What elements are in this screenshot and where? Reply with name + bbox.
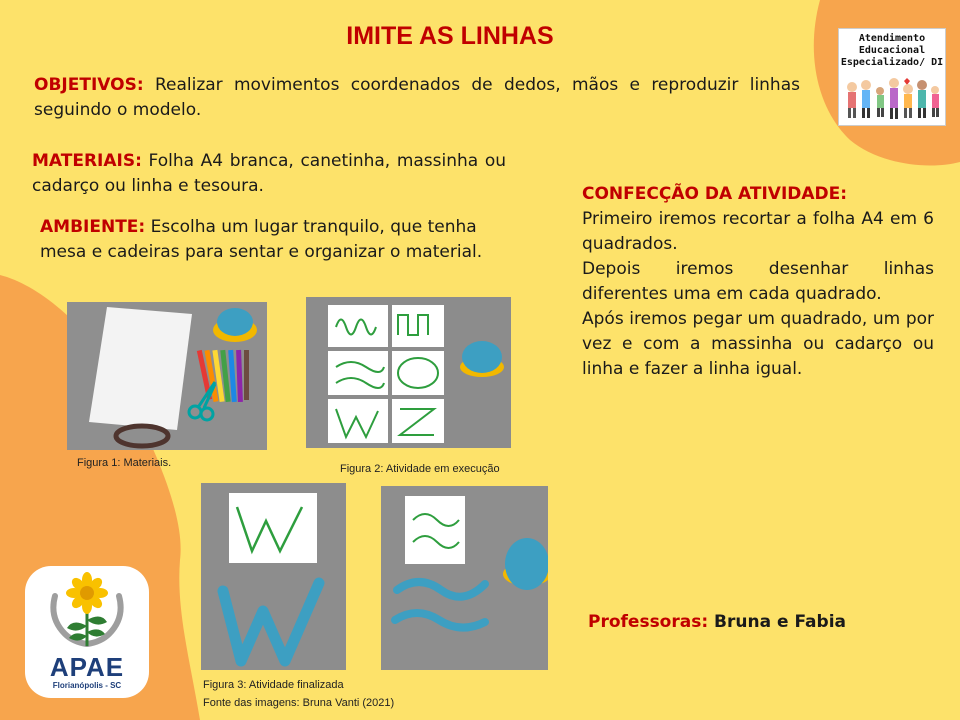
badge-line-1: Atendimento — [858, 33, 926, 44]
professoras-line — [588, 610, 928, 635]
badge-line-2: Educacional — [858, 45, 926, 56]
caption-figure-2: Figura 2: Atividade em execução — [340, 463, 500, 475]
apae-logo-name: APAE — [49, 652, 125, 682]
professoras-label: Professoras: — [588, 612, 709, 632]
caption-figure-1: Figura 1: Materiais. — [77, 457, 172, 469]
materiais-paragraph — [32, 149, 506, 199]
materiais-label: MATERIAIS: — [32, 151, 142, 171]
apae-logo — [25, 566, 149, 698]
caption-source: Fonte das imagens: Bruna Vanti (2021) — [203, 697, 395, 709]
apae-flower-hands-icon — [25, 566, 149, 654]
objetivos-label: OBJETIVOS: — [34, 75, 144, 95]
page-title: IMITE AS LINHAS — [346, 22, 554, 50]
children-illustration-icon — [842, 73, 942, 121]
ambiente-label: AMBIENTE: — [40, 217, 146, 237]
badge-line-3: Especializado/ DI — [840, 57, 944, 68]
confeccao-step-1: Primeiro iremos recortar a folha A4 em 6 quadrados. — [582, 209, 934, 254]
caption-figure-3: Figura 3: Atividade finalizada — [203, 679, 344, 691]
professoras-names: Bruna e Fabia — [708, 612, 846, 632]
objetivos-paragraph — [34, 73, 800, 123]
confeccao-section — [582, 182, 934, 382]
ambiente-paragraph — [40, 215, 506, 265]
photo-activity-finished-w — [201, 483, 346, 670]
apae-logo-city: Florianópolis - SC — [52, 681, 122, 690]
confeccao-label: CONFECÇÃO DA ATIVIDADE: — [582, 184, 848, 204]
ambiente-text: Escolha um lugar tranquilo, que tenha mesa e cadeiras para sentar e organizar o material. — [40, 217, 483, 262]
materiais-text: Folha A4 branca, canetinha, massinha ou cadarço ou linha e tesoura. — [32, 151, 506, 196]
confeccao-step-3: Após iremos pegar um quadrado, um por vez e com a massinha ou cadarço ou linha e fazer a linha igual. — [582, 309, 934, 379]
aee-badge — [838, 28, 946, 126]
confeccao-step-2: Depois iremos desenhar linhas diferentes uma em cada quadrado. — [582, 259, 934, 304]
objetivos-text: Realizar movimentos coordenados de dedos, mãos e reproduzir linhas seguindo o modelo. — [34, 75, 800, 120]
photo-materials — [67, 302, 267, 450]
photo-activity-finished-waves — [381, 486, 548, 670]
photo-activity-in-progress — [306, 297, 511, 448]
